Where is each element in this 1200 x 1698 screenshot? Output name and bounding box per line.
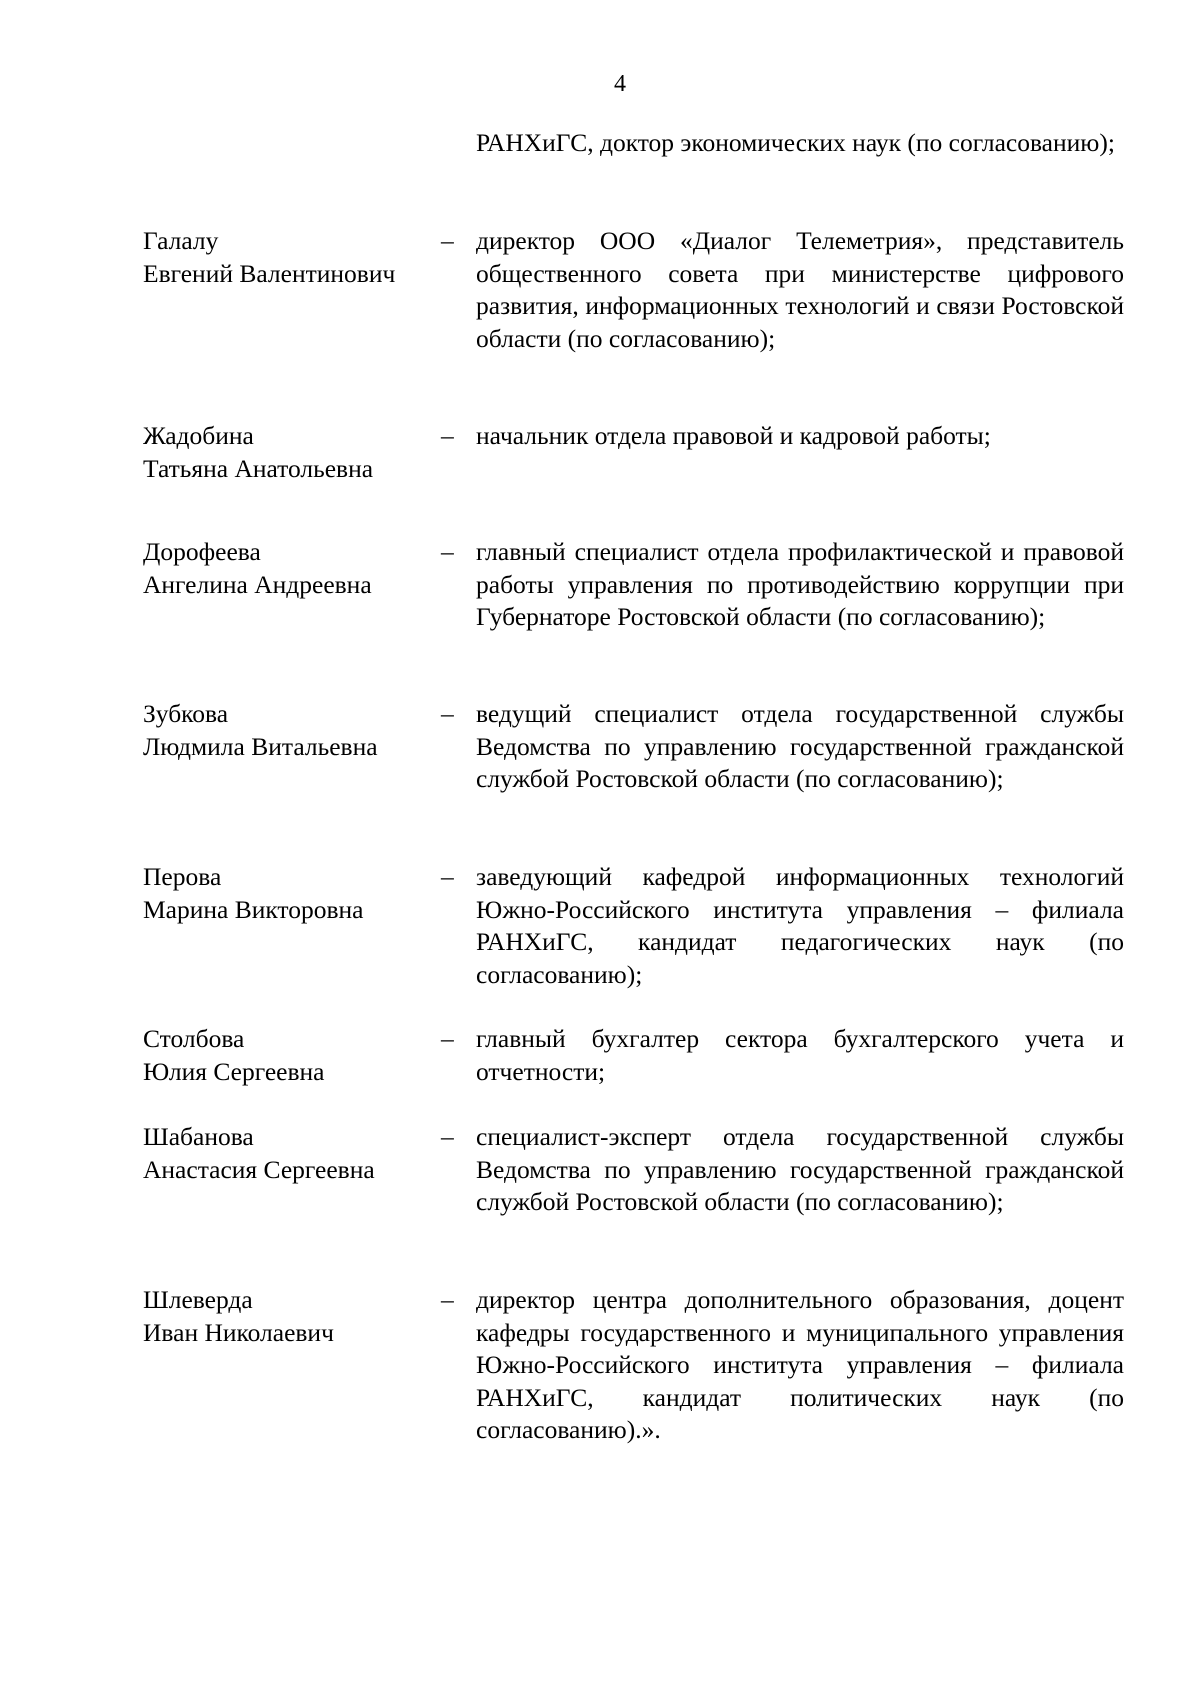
member-name [143, 1121, 443, 1186]
member-given-names: Людмила Витальевна [143, 731, 378, 761]
member-given-names: Иван Николаевич [143, 1317, 334, 1347]
member-name [143, 225, 443, 290]
member-surname: Шабанова [143, 1122, 254, 1151]
member-surname: Дорофеева [143, 537, 261, 566]
member-name [143, 1284, 443, 1349]
member-position: главный бухгалтер сектора бухгалтерского учета и отчетности; [476, 1024, 1124, 1086]
dash-separator: – [441, 421, 454, 450]
member-surname: Зубкова [143, 699, 229, 728]
page-number: 4 [614, 71, 626, 97]
member-name [143, 1023, 443, 1088]
dash-separator: – [441, 226, 454, 255]
member-position: заведующий кафедрой информационных технологий Южно-Российского института управления – филиала РАНХиГС, кандидат педагогических наук (по согласованию); [476, 862, 1124, 989]
member-name [143, 698, 443, 763]
member-position: директор ООО «Диалог Телеметрия», представитель общественного совета при министерстве цифрового развития, информационных технологий и связи Ростовской области (по согласованию); [476, 226, 1124, 353]
member-surname: Шлеверда [143, 1285, 253, 1314]
dash-separator: – [441, 699, 454, 728]
member-position: специалист-эксперт отдела государственной службы Ведомства по управлению государственной гражданской службой Ростовской области (по согласованию); [476, 1122, 1124, 1216]
dash-separator: – [441, 1285, 454, 1314]
member-name [143, 536, 443, 601]
member-name [143, 420, 443, 485]
continuation-text: РАНХиГС, доктор экономических наук (по согласованию); [476, 128, 1115, 157]
member-given-names: Ангелина Андреевна [143, 569, 372, 599]
member-surname: Жадобина [143, 421, 254, 450]
dash-separator: – [441, 537, 454, 566]
member-given-names: Евгений Валентинович [143, 258, 396, 288]
member-position: ведущий специалист отдела государственной службы Ведомства по управлению государственной гражданской службой Ростовской области (по согласованию); [476, 699, 1124, 793]
member-given-names: Анастасия Сергеевна [143, 1154, 375, 1184]
member-position: главный специалист отдела профилактической и правовой работы управления по противодействию коррупции при Губернаторе Ростовской области (по согласованию); [476, 537, 1124, 631]
member-position: начальник отдела правовой и кадровой работы; [476, 421, 991, 450]
dash-separator: – [441, 1122, 454, 1151]
member-name [143, 861, 443, 926]
member-given-names: Марина Викторовна [143, 894, 364, 924]
member-given-names: Татьяна Анатольевна [143, 453, 374, 483]
dash-separator: – [441, 862, 454, 891]
member-surname: Галалу [143, 226, 219, 255]
member-given-names: Юлия Сергеевна [143, 1056, 325, 1086]
member-surname: Столбова [143, 1024, 245, 1053]
member-position: директор центра дополнительного образования, доцент кафедры государственного и муниципального управления Южно-Российского института управления – филиала РАНХиГС, кандидат политических наук (по согласованию).». [476, 1285, 1124, 1444]
dash-separator: – [441, 1024, 454, 1053]
member-surname: Перова [143, 862, 222, 891]
